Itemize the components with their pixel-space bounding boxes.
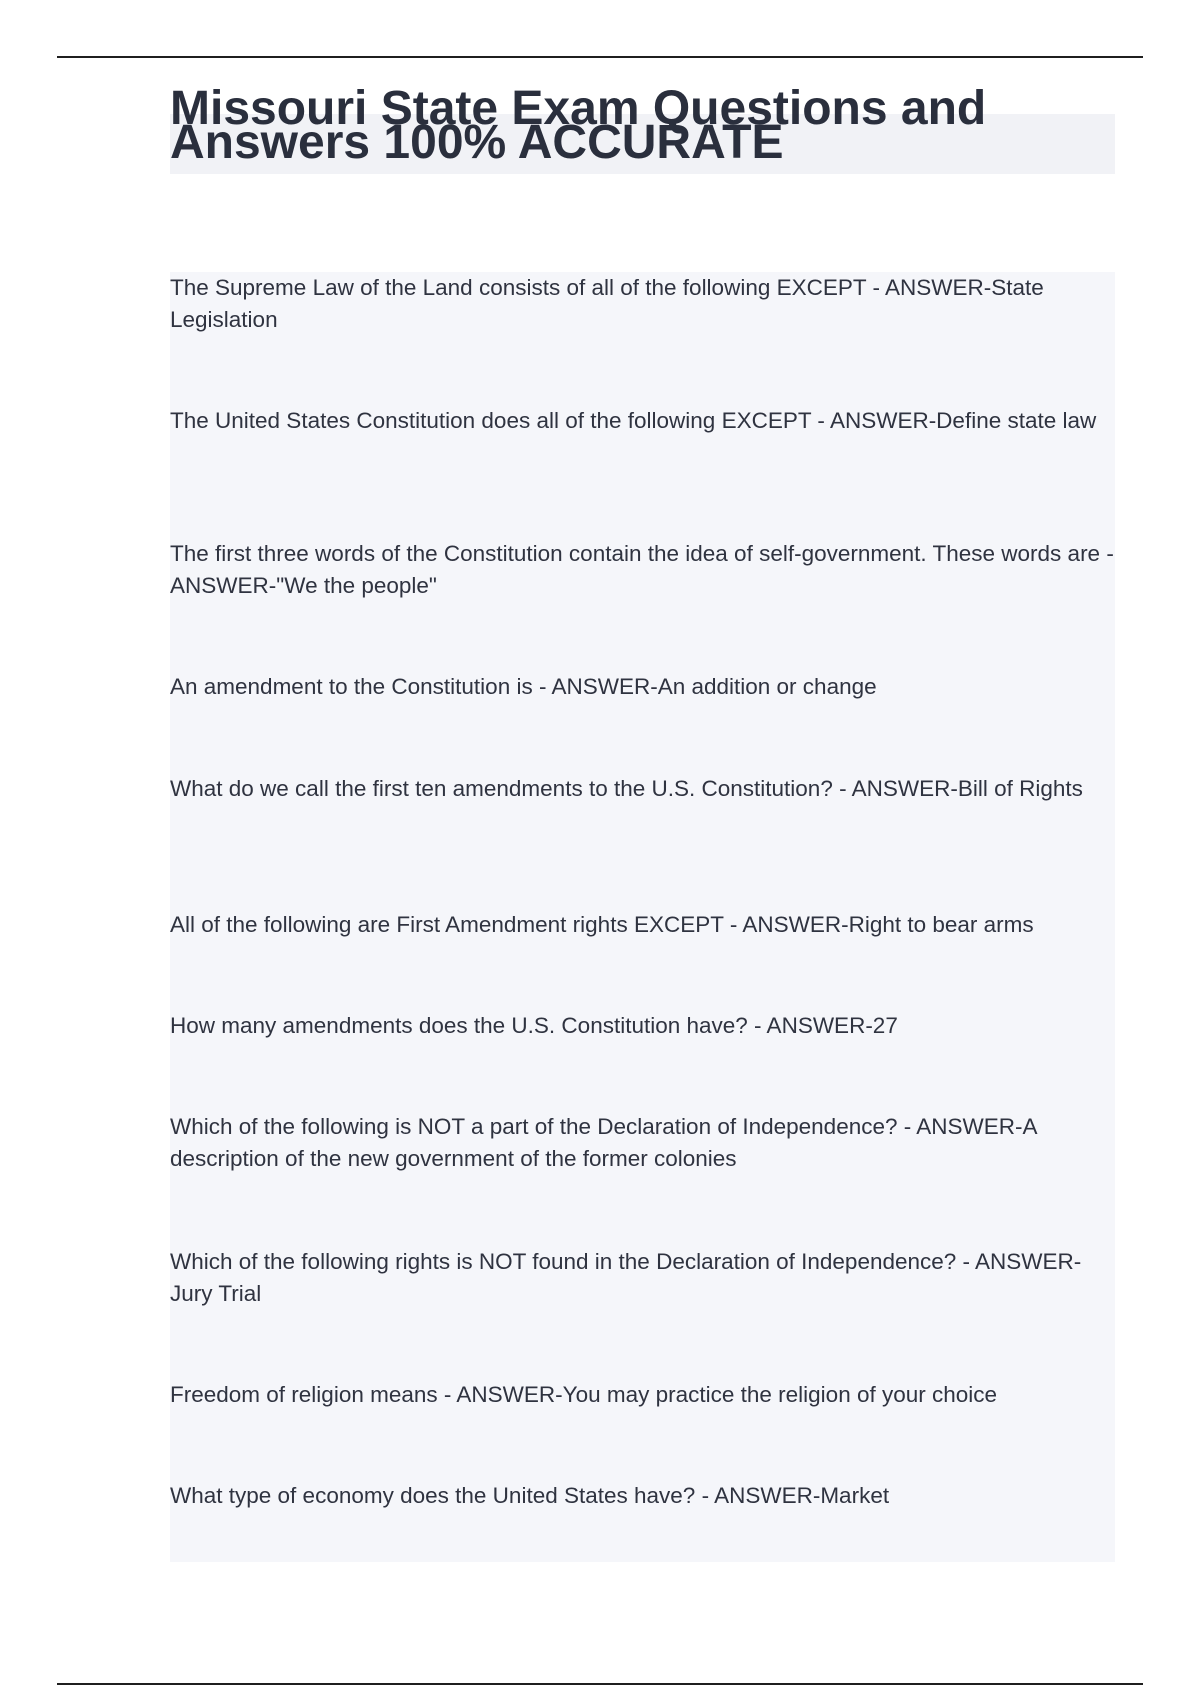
bottom-rule [57,1683,1143,1685]
qa-item: The United States Constitution does all of the following EXCEPT - ANSWER-Define state law [170,408,1097,433]
document-title: Missouri State Exam Questions and Answers 100% ACCURATE [170,82,987,169]
qa-item: All of the following are First Amendment rights EXCEPT - ANSWER-Right to bear arms [170,912,1034,937]
qa-item: What do we call the first ten amendments to the U.S. Constitution? - ANSWER-Bill of Rights [170,776,1083,801]
qa-item: Freedom of religion means - ANSWER-You may practice the religion of your choice [170,1382,998,1407]
qa-item: What type of economy does the United States have? - ANSWER-Market [170,1483,890,1508]
qa-item: Which of the following rights is NOT found in the Declaration of Independence? - ANSWER-Jury Trial [170,1249,1082,1306]
qa-item: An amendment to the Constitution is - ANSWER-An addition or change [170,674,877,699]
qa-item: Which of the following is NOT a part of the Declaration of Independence? - ANSWER-A description of the new government of the former colonies [170,1114,1037,1171]
qa-item: The Supreme Law of the Land consists of all of the following EXCEPT - ANSWER-State Legislation [170,275,1044,332]
qa-item: The first three words of the Constitution contain the idea of self-government. These words are - ANSWER-"We the people" [170,541,1114,598]
qa-item: How many amendments does the U.S. Constitution have? - ANSWER-27 [170,1013,898,1038]
top-rule [57,56,1143,58]
